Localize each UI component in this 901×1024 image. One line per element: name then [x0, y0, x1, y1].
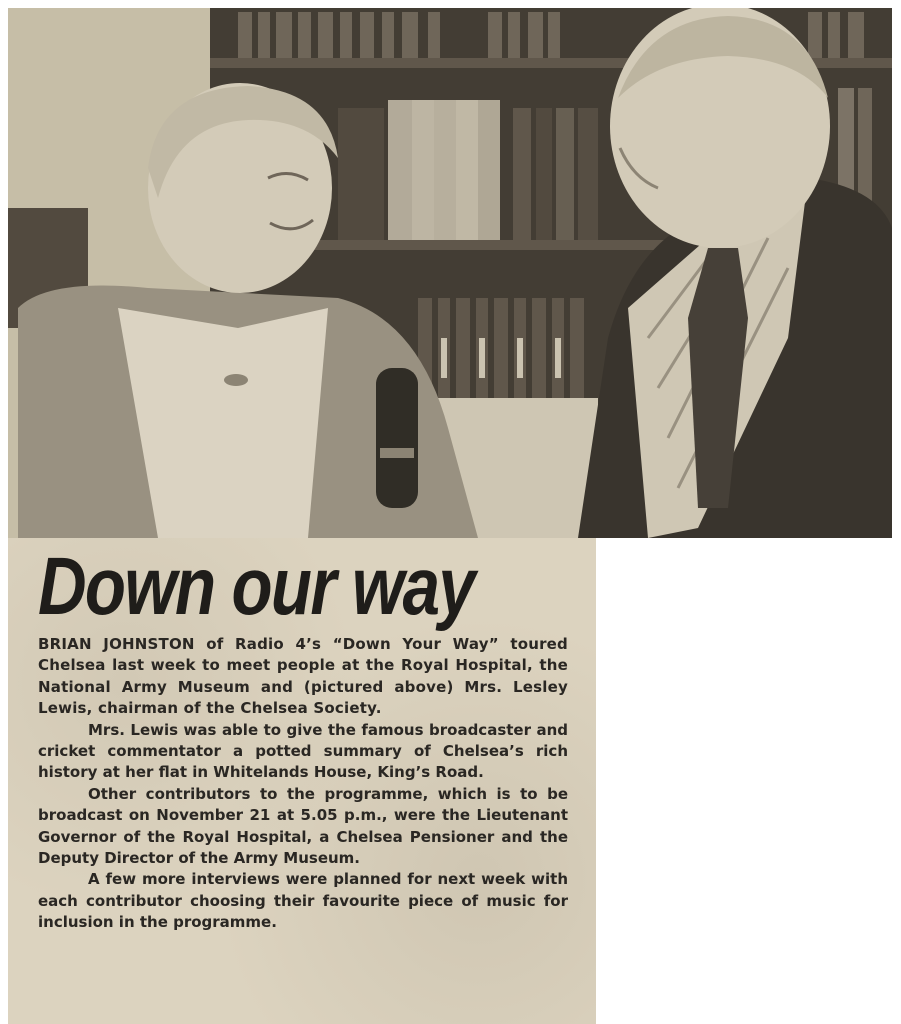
- article-paragraph: BRIAN JOHNSTON of Radio 4’s “Down Your Way” toured Chelsea last week to meet people at the Royal Hospital, the National Army Museum and (pictured above) Mrs. Lesley Lewis, chairman of the Chelsea Society.: [38, 635, 568, 718]
- headline: Down our way: [38, 541, 475, 632]
- article-paragraph: Mrs. Lewis was able to give the famous broadcaster and cricket commentator a potted summary of Chelsea’s rich history at her flat in Whitelands House, King’s Road.: [38, 720, 568, 782]
- photograph-illustration: [8, 8, 892, 538]
- interview-photograph: [8, 8, 892, 538]
- article-clipping: [8, 538, 596, 1024]
- article-paragraph: Other contributors to the programme, which is to be broadcast on November 21 at 5.05 p.m., were the Lieutenant Governor of the Royal Hospital, a Chelsea Pensioner and the Deputy Director of the Army Museum.: [38, 784, 568, 868]
- article-body: [38, 634, 568, 934]
- article-paragraph: A few more interviews were planned for next week with each contributor choosing their favourite piece of music for inclusion in the programme.: [38, 870, 568, 932]
